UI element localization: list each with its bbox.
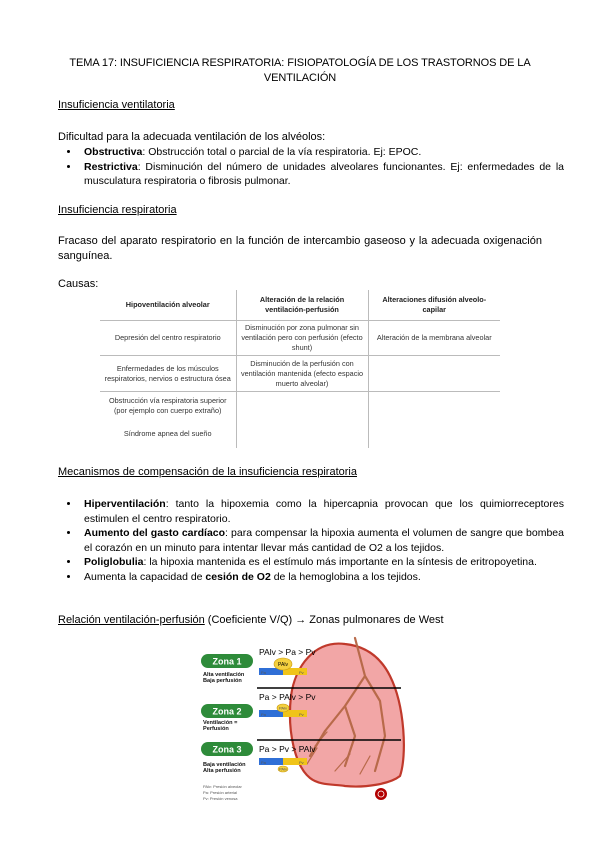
table-cell xyxy=(368,356,500,392)
item-text: : tanto la hipoxemia como la hipercapnia provocan que los quimiorreceptores estimulen el centro respiratorio. xyxy=(84,498,564,525)
alveolus-label: PAlv xyxy=(279,705,287,711)
term-cesion-o2: cesión de O2 xyxy=(205,570,271,583)
zone-equation: Pa > Pv > PAlv xyxy=(259,744,316,754)
table-cell xyxy=(368,392,500,420)
pa-label: Pa xyxy=(261,760,266,765)
ventilatoria-list xyxy=(58,145,564,189)
ventilatoria-intro: Dificultad para la adecuada ventilación de los alvéolos: xyxy=(58,131,326,143)
col-header: Alteración de la relación ventilación-perfusión xyxy=(236,290,368,321)
term-restrictiva: Restrictiva xyxy=(84,160,138,173)
respiratoria-intro: Fracaso del aparato respiratorio en la función de intercambio gaseoso y la adecuada oxigenación sanguínea. xyxy=(58,235,542,262)
table-cell xyxy=(236,392,368,420)
pv-label: Pv xyxy=(299,760,304,765)
zone-desc: Baja ventilación xyxy=(203,762,246,768)
list-item xyxy=(80,145,564,160)
logo-mark-icon xyxy=(375,788,387,800)
figure-legend xyxy=(203,784,243,801)
west-zones-figure xyxy=(195,636,411,806)
pa-label: Pa xyxy=(261,670,266,675)
heading-relacion-vq: Relación ventilación-perfusión xyxy=(58,614,205,626)
term-gasto-cardiaco: Aumento del gasto cardíaco xyxy=(84,527,226,539)
item-pre: Aumenta la capacidad de xyxy=(84,570,206,583)
list-item xyxy=(80,555,564,570)
compensation-list xyxy=(58,497,564,584)
pa-label: Pa xyxy=(261,712,266,717)
zone-desc: Ventilación = xyxy=(203,720,238,726)
table-row xyxy=(100,420,500,448)
term-hiperventilacion: Hiperventilación xyxy=(84,498,166,510)
zone-desc: Perfusión xyxy=(203,726,229,732)
lung-illustration xyxy=(290,638,404,787)
vq-heading-line xyxy=(58,614,444,626)
causes-label: Causas: xyxy=(58,278,99,290)
causes-table xyxy=(100,290,500,448)
legend-item: Pa: Presión arterial xyxy=(203,790,238,795)
table-cell: Síndrome apnea del sueño xyxy=(100,420,236,448)
legend-item: PAlv: Presión alveolar xyxy=(203,784,242,789)
heading-insuficiencia-ventilatoria: Insuficiencia ventilatoria xyxy=(58,99,175,111)
heading-mecanismos-compensacion: Mecanismos de compensación de la insuficiencia respiratoria xyxy=(58,466,357,478)
list-item xyxy=(80,497,564,526)
table-cell: Alteración de la membrana alveolar xyxy=(368,321,500,356)
table-row xyxy=(100,356,500,392)
table-row xyxy=(100,321,500,356)
table-cell xyxy=(368,420,500,448)
zone-label: Zona 1 xyxy=(212,656,242,667)
item-text: : para compensar la hipoxia aumenta el volumen de sangre que bombea el corazón en un minuto para intentar llevar más cantidad de O2 a los tejidos. xyxy=(84,527,564,554)
heading-insuficiencia-respiratoria: Insuficiencia respiratoria xyxy=(58,204,177,216)
col-header: Alteraciones difusión alveolo-capilar xyxy=(368,290,500,321)
item-text: : Disminución del número de unidades alveolares funcionantes. Ej: enfermedades de la musculatura respiratoria o fibrosis pulmonar. xyxy=(84,160,564,187)
zone-desc: Alta perfusión xyxy=(203,768,241,774)
table-cell: Disminución de la perfusión con ventilación mantenida (efecto espacio muerto alveolar) xyxy=(236,356,368,392)
alveolus-label: PAlv xyxy=(279,766,287,772)
zone-equation: Pa > PAlv > Pv xyxy=(259,692,316,702)
table-cell: Enfermedades de los músculos respiratorios, nervios o estructura ósea xyxy=(100,356,236,392)
item-text: : la hipoxia mantenida es el estímulo más importante en la síntesis de eritropoyetina. xyxy=(143,556,537,568)
zone-desc: Alta ventilación xyxy=(203,672,245,678)
list-item xyxy=(80,160,564,189)
item-text: : Obstrucción total o parcial de la vía respiratoria. Ej: EPOC. xyxy=(142,146,422,158)
page-title: TEMA 17: INSUFICIENCIA RESPIRATORIA: FISIOPATOLOGÍA DE LOS TRASTORNOS DE LA VENTILACIÓN xyxy=(69,57,531,84)
table-cell: Obstrucción vía respiratoria superior (por ejemplo con cuerpo extraño) xyxy=(100,392,236,420)
table-cell xyxy=(236,420,368,448)
zone-label: Zona 3 xyxy=(212,744,242,755)
zone-desc: Baja perfusión xyxy=(203,678,242,684)
heading-relacion-vq-rest: (Coeficiente V/Q) → Zonas pulmonares de West xyxy=(204,614,444,626)
zone-equation: PAlv > Pa > Pv xyxy=(259,647,316,657)
term-poliglobulia: Poliglobulia xyxy=(84,556,144,568)
pv-label: Pv xyxy=(299,712,304,717)
table-row xyxy=(100,392,500,420)
item-text: de la hemoglobina a los tejidos. xyxy=(270,570,421,583)
list-item xyxy=(80,570,564,585)
zone-label: Zona 2 xyxy=(212,706,242,717)
alveolus-label: PAlv xyxy=(278,662,288,668)
col-header: Hipoventilación alveolar xyxy=(100,290,236,321)
table-cell: Disminución por zona pulmonar sin ventilación pero con perfusión (efecto shunt) xyxy=(236,321,368,356)
zone-3 xyxy=(201,742,316,774)
legend-item: Pv: Presión venosa xyxy=(203,796,238,801)
list-item xyxy=(80,526,564,555)
table-cell: Depresión del centro respiratorio xyxy=(100,321,236,356)
term-obstructiva: Obstructiva xyxy=(84,146,143,158)
pv-label: Pv xyxy=(299,670,304,675)
